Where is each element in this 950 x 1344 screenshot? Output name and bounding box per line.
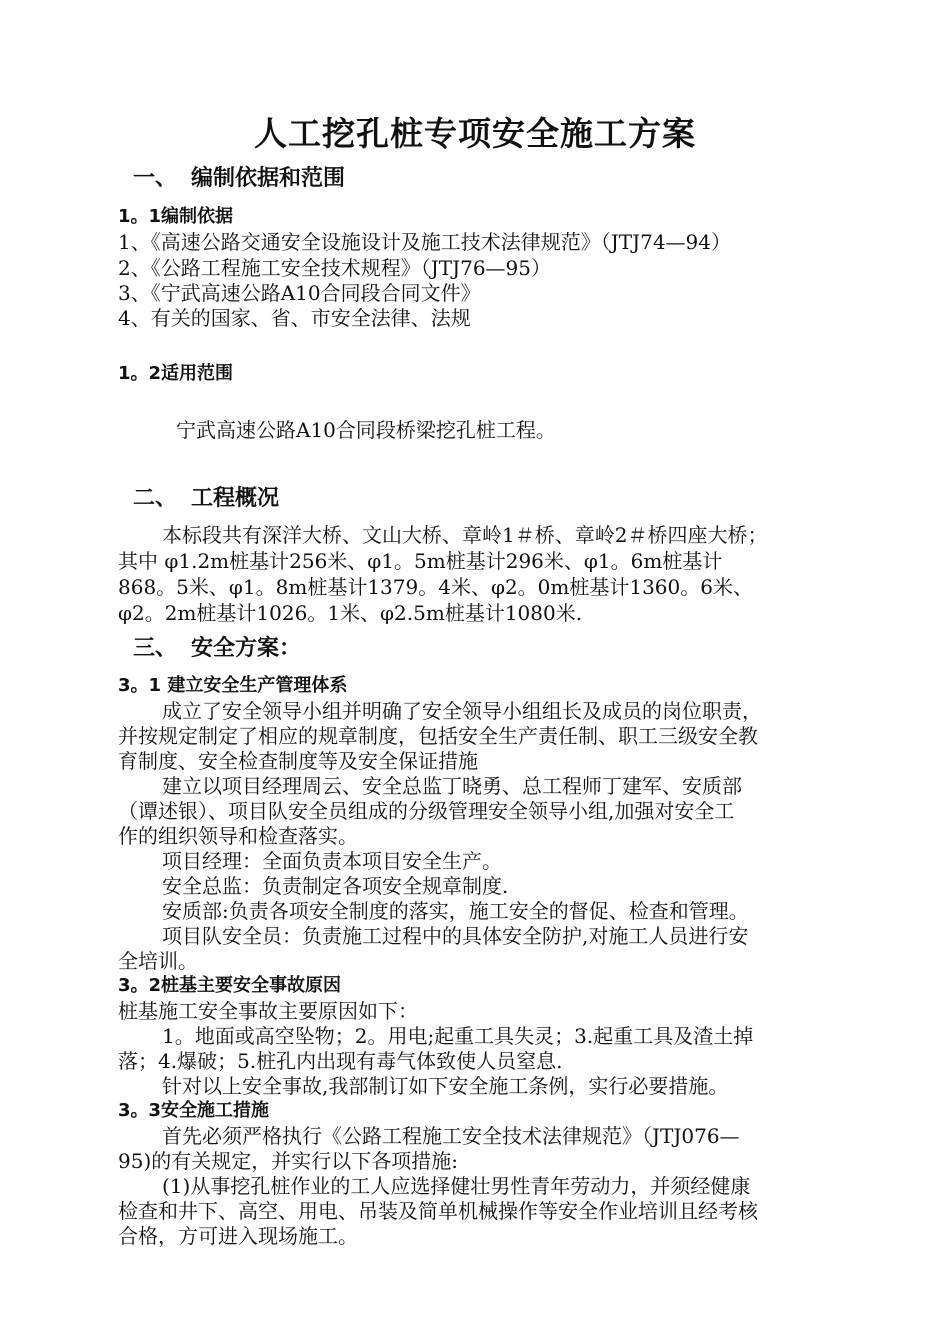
system-line-3: 育制度、安全检查制度等及安全保证措施 — [118, 749, 478, 773]
subsection-1-1-heading: 1。1编制依据 — [118, 206, 234, 227]
cause-line-4: 针对以上安全事故,我部制订如下安全施工条例，实行必要措施。 — [162, 1074, 729, 1098]
basis-item-1: 1、《高速公路交通安全设施设计及施工技术法律规范》（JTJ74—94） — [118, 230, 731, 254]
section-3-number: 三、 — [133, 636, 178, 661]
system-line-1: 成立了安全领导小组并明确了安全领导小组组长及成员的岗位职责， — [162, 699, 762, 723]
system-line-4: 建立以项目经理周云、安全总监丁晓勇、总工程师丁建军、安质部 — [162, 774, 742, 798]
overview-line-4: φ2。2m桩基计1026。1米、φ2.5m桩基计1080米. — [118, 601, 583, 625]
section-1-title: 编制依据和范围 — [191, 166, 346, 191]
measure-line-1: 首先必须严格执行《公路工程施工安全技术法律规范》（JTJ076— — [162, 1124, 740, 1148]
section-3-title: 安全方案： — [191, 636, 302, 661]
subsection-3-2-heading: 3。2桩基主要安全事故原因 — [118, 975, 342, 996]
measure-line-4: 检查和井下、高空、用电、吊装及简单机械操作等安全作业培训且经考核 — [118, 1199, 758, 1223]
measure-line-3: (1)从事挖孔桩作业的工人应选择健壮男性青年劳动力，并须经健康 — [162, 1174, 751, 1198]
cause-line-1: 桩基施工安全事故主要原因如下： — [118, 999, 418, 1023]
system-line-11: 全培训。 — [118, 949, 198, 973]
section-2-number: 二、 — [133, 486, 178, 511]
system-line-10: 项目队安全员：负责施工过程中的具体安全防护,对施工人员进行安 — [162, 924, 749, 948]
subsection-1-2-heading: 1。2适用范围 — [118, 363, 234, 384]
system-line-5: （谭述银）、项目队安全员组成的分级管理安全领导小组,加强对安全工 — [118, 799, 735, 823]
system-line-2: 并按规定制定了相应的规章制度，包括安全生产责任制、职工三级安全教 — [118, 724, 758, 748]
section-2-title: 工程概况 — [191, 486, 280, 511]
scope-text: 宁武高速公路A10合同段桥梁挖孔桩工程。 — [176, 418, 556, 442]
basis-item-4: 4、有关的国家、省、市安全法律、法规 — [118, 306, 471, 330]
section-3-heading — [133, 636, 301, 662]
measure-line-2: 95)的有关规定，并实行以下各项措施: — [118, 1149, 458, 1173]
overview-line-1: 本标段共有深洋大桥、文山大桥、章岭1＃桥、章岭2＃桥四座大桥； — [162, 523, 768, 547]
section-1-number: 一、 — [133, 166, 178, 191]
overview-line-2: 其中 φ1.2m桩基计256米、φ1。5m桩基计296米、φ1。6m桩基计 — [118, 549, 723, 573]
cause-line-2: 1。地面或高空坠物；2。用电;起重工具失灵；3.起重工具及渣土掉 — [162, 1024, 754, 1048]
basis-item-3: 3、《宁武高速公路A10合同段合同文件》 — [118, 281, 481, 305]
subsection-3-1-heading: 3。1 建立安全生产管理体系 — [118, 675, 348, 696]
measure-line-5: 合格，方可进入现场施工。 — [118, 1224, 358, 1248]
section-1-heading — [133, 166, 345, 192]
system-line-8: 安全总监：负责制定各项安全规章制度. — [162, 874, 509, 898]
overview-line-3: 868。5米、φ1。8m桩基计1379。4米、φ2。0m桩基计1360。6米、 — [118, 575, 753, 599]
system-line-9: 安质部:负责各项安全制度的落实，施工安全的督促、检查和管理。 — [162, 899, 749, 923]
basis-item-2: 2、《公路工程施工安全技术规程》（JTJ76—95） — [118, 256, 551, 280]
system-line-7: 项目经理：全面负责本项目安全生产。 — [162, 849, 502, 873]
document-title: 人工挖孔桩专项安全施工方案 — [254, 114, 696, 153]
cause-line-3: 落；4.爆破；5.桩孔内出现有毒气体致使人员窒息. — [118, 1049, 563, 1073]
system-line-6: 作的组织领导和检查落实。 — [118, 824, 358, 848]
subsection-3-3-heading: 3。3安全施工措施 — [118, 1100, 270, 1121]
section-2-heading — [133, 486, 279, 512]
